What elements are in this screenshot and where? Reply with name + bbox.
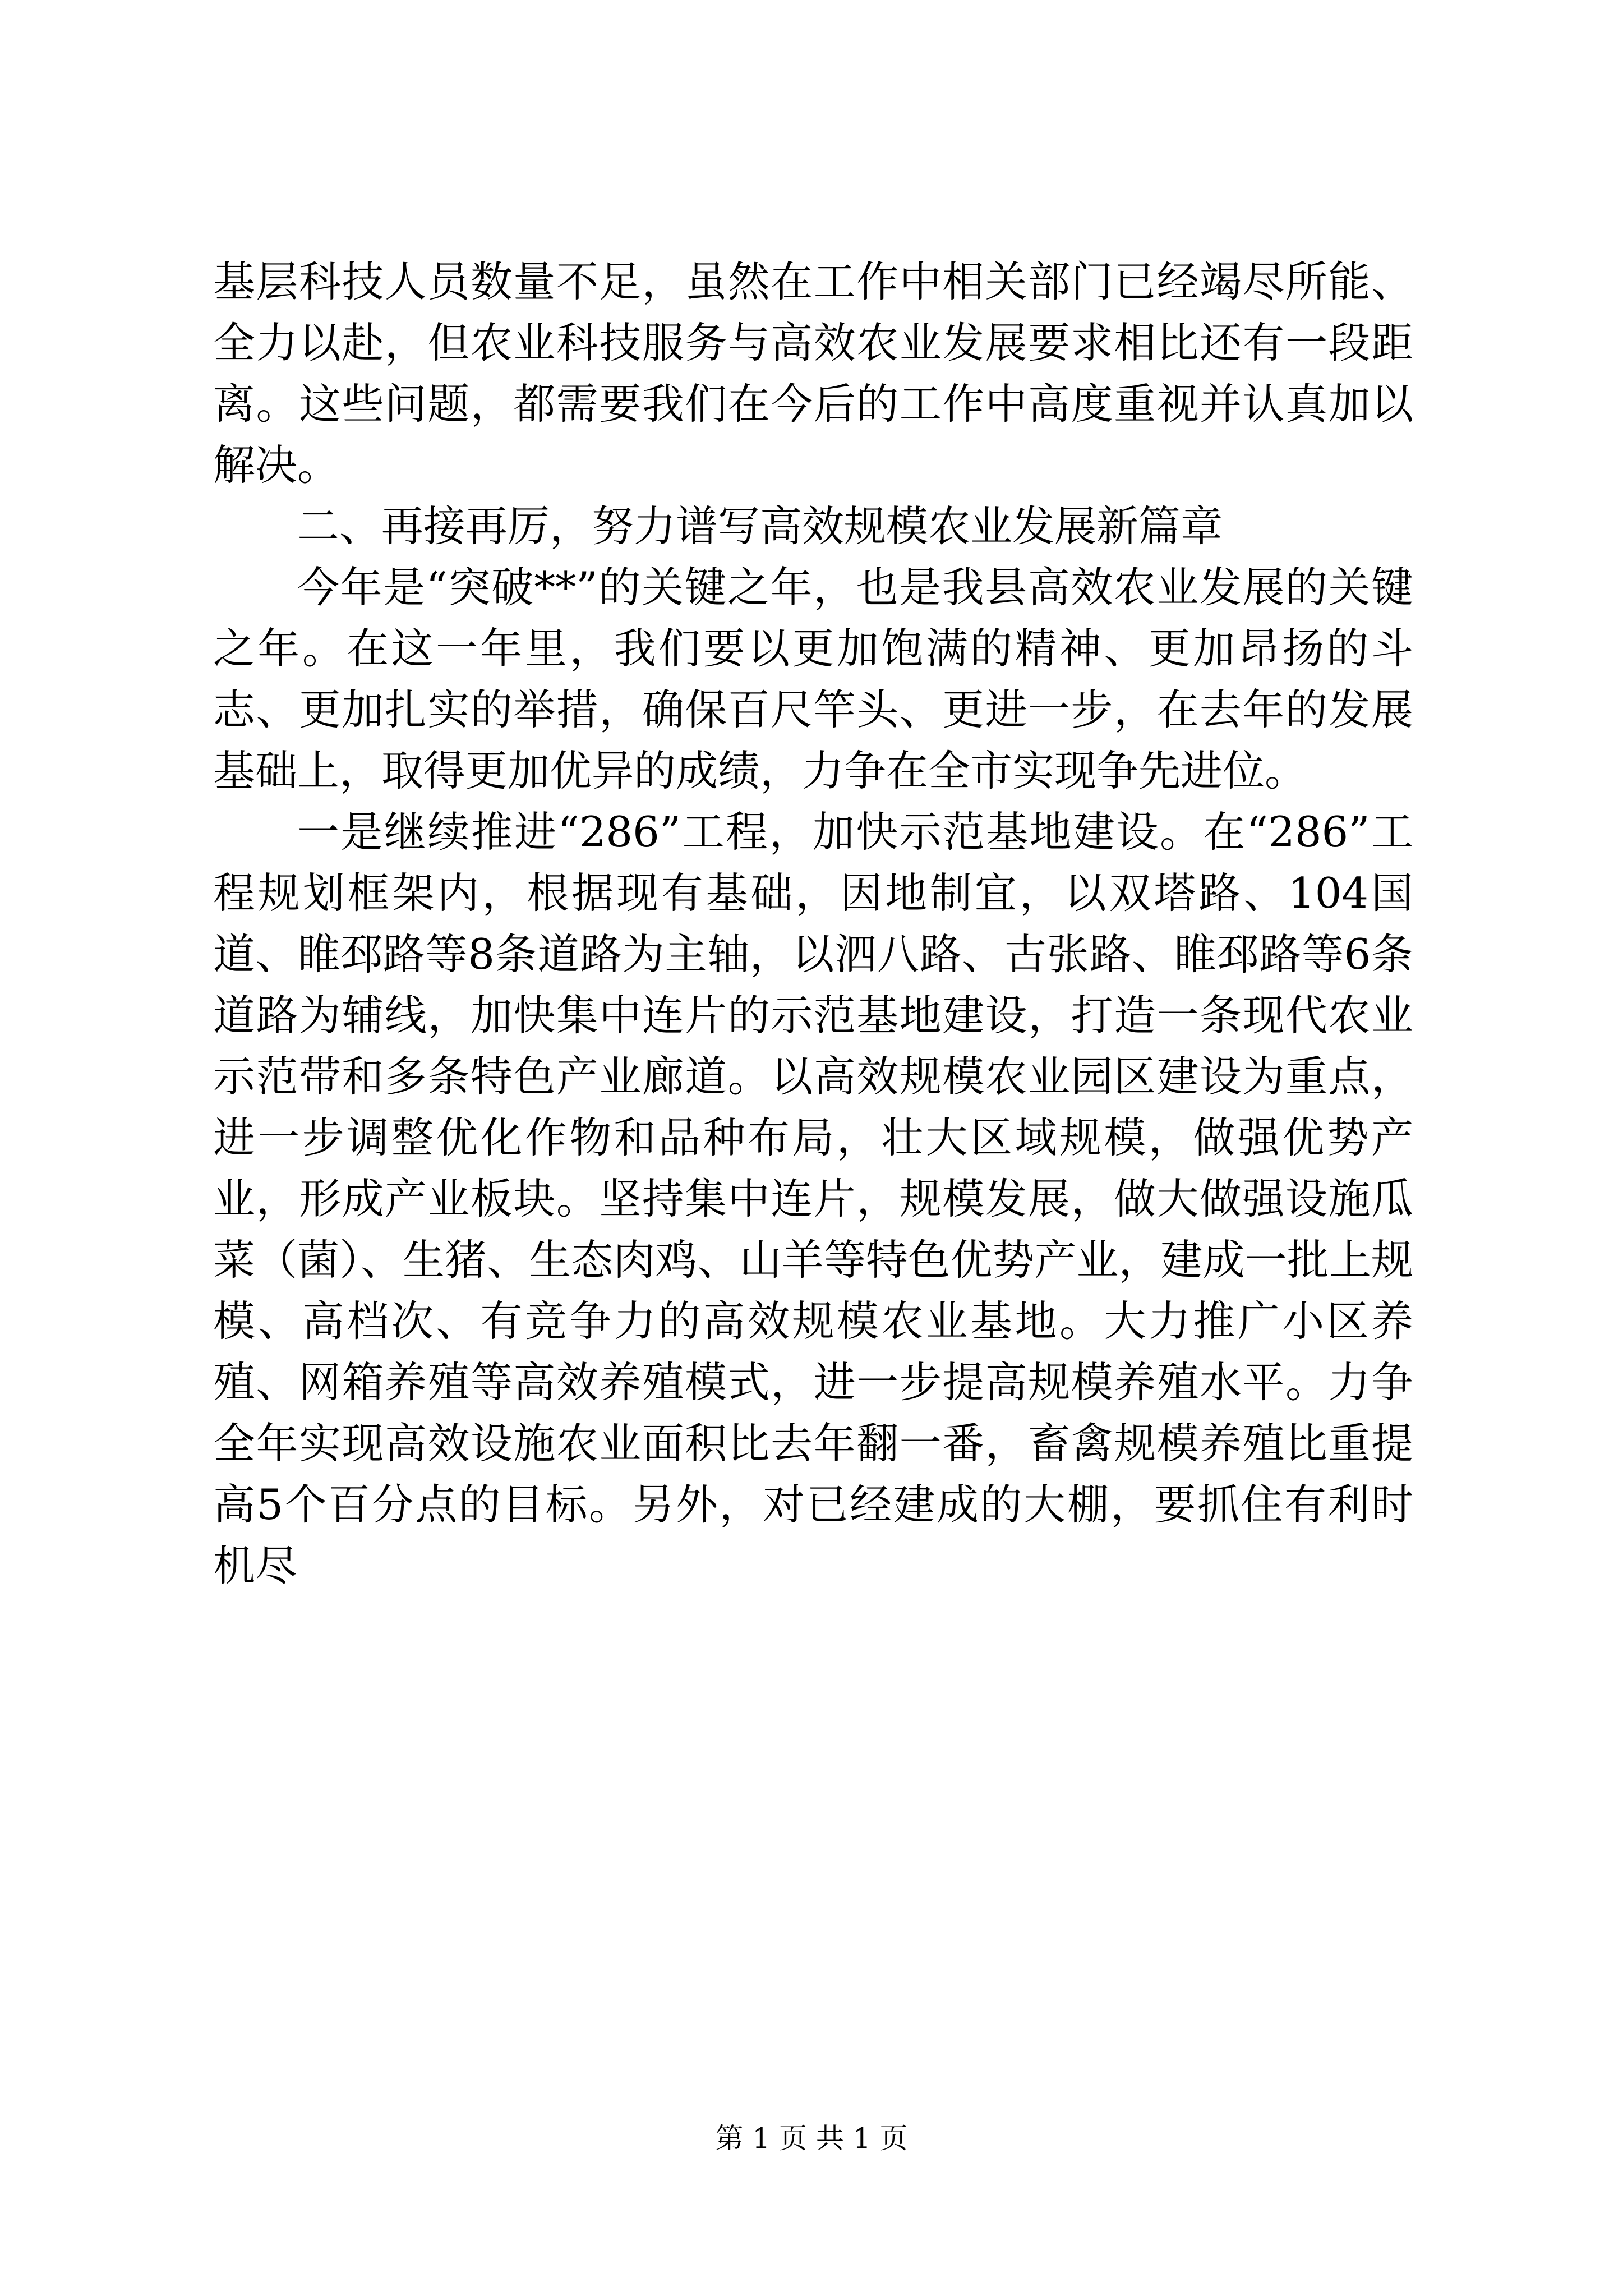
body-text <box>213 251 1413 1596</box>
section-heading: 二、再接再厉，努力谱写高效规模农业发展新篇章 <box>297 501 1223 551</box>
paragraph-continuation: 基层科技人员数量不足，虽然在工作中相关部门已经竭尽所能、全力以赴，但农业科技服务与高效农业发展要求相比还有一段距离。这些问题，都需要我们在今后的工作中高度重视并认真加以解决。 <box>213 257 1413 490</box>
paragraph-286-project: 一是继续推进“286”工程，加快示范基地建设。在“286”工程规划框架内，根据现有基础，因地制宜，以双塔路、104国道、睢邳路等8条道路为主轴，以泗八路、古张路、睢邳路等6条道路为辅线，加快集中连片的示范基地建设，打造一条现代农业示范带和多条特色产业廊道。以高效规模农业园区建设为重点，进一步调整优化作物和品种布局，壮大区域规模，做强优势产业，形成产业板块。坚持集中连片，规模发展，做大做强设施瓜菜（菌）、生猪、生态肉鸡、山羊等特色优势产业，建成一批上规模、高档次、有竞争力的高效规模农业基地。大力推广小区养殖、网箱养殖等高效养殖模式，进一步提高规模养殖水平。力争全年实现高效设施农业面积比去年翻一番，畜禽规模养殖比重提高5个百分点的目标。另外，对已经建成的大棚，要抓住有利时机尽 <box>213 807 1413 1590</box>
paragraph-key-year: 今年是“突破**”的关键之年，也是我县高效农业发展的关键之年。在这一年里，我们要以更加饱满的精神、更加昂扬的斗志、更加扎实的举措，确保百尺竿头、更进一步，在去年的发展基础上，取得更加优异的成绩，力争在全市实现争先进位。 <box>213 563 1413 795</box>
page-footer: 第 1 页 共 1 页 <box>715 2122 908 2155</box>
